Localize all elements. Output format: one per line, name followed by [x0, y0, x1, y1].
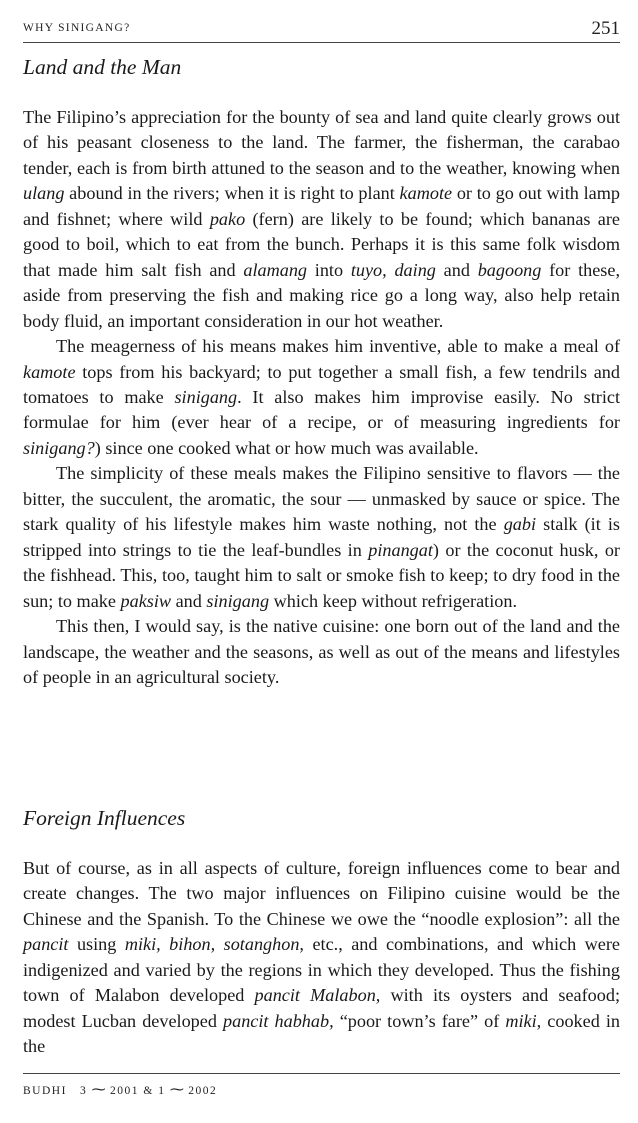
running-header — [23, 18, 620, 43]
italic-term: tuyo, daing — [350, 259, 436, 280]
paragraph: But of course, as in all aspects of culture, foreign influences come to bear and create changes. The two major influences on Filipino cuisine would be the Chinese and the Spanish. To the Chinese we owe the “noodle explosion”: all the pancit using miki, bihon, sotanghon, etc., and combinations, and which were indigenized and varied by the regions in which they developed. Thus the fishing town of Malabon developed pancit Malabon, with its oysters and seafood; modest Lucban developed pancit habhab, “poor town’s fare” of miki, cooked in the — [23, 858, 621, 1057]
tilde-ornament: ⁓ — [91, 1083, 106, 1098]
issue-number-b: 1 — [158, 1085, 166, 1097]
paragraph: The Filipino’s appreciation for the bounty of sea and land quite clearly grows out of his peasant closeness to the land. The farmer, the fisherman, the carabao tender, each is from birth attuned to the season and to the weather, knowing when ulang abound in the rivers; when it is right to plant kamote or to go out with lamp and fishnet; where wild pako (fern) are likely to be found; which bananas are good to boil, which to eat from the bunch. Perhaps it is this same folk wisdom that made him salt fish and alamang into tuyo, daing and bagoong for these, aside from preserving the fish and making rice go a long way, also help retain body fluid, an important consideration in our hot weather. — [23, 107, 621, 331]
italic-term: pancit habhab, — [223, 1010, 334, 1031]
page-number: 251 — [591, 18, 620, 39]
italic-term: kamote — [23, 361, 76, 382]
italic-term: miki, bihon, sotanghon, — [124, 934, 304, 955]
italic-term: bagoong — [477, 259, 542, 280]
italic-term: pinangat — [368, 539, 433, 560]
italic-term: kamote — [399, 183, 453, 204]
journal-name: BUDHI — [23, 1085, 67, 1097]
italic-term: miki, — [505, 1010, 542, 1031]
paragraph: This then, I would say, is the native cuisine: one born out of the land and the landscape, the weather and the seasons, as well as out of the means and lifestyles of people in an agricultural society. — [23, 616, 620, 687]
section-body-foreign-influences — [23, 856, 620, 1060]
italic-term: pancit Malabon, — [254, 985, 381, 1006]
section-body-land-and-the-man — [23, 105, 620, 690]
italic-term: ulang — [23, 183, 65, 204]
year-a: 2001 — [110, 1085, 140, 1097]
italic-term: sinigang? — [23, 437, 95, 458]
page-footer — [23, 1073, 620, 1102]
book-page — [23, 0, 620, 1123]
italic-term: gabi — [503, 514, 537, 535]
issue-number-a: 3 — [80, 1085, 88, 1097]
section-heading-foreign-influences: Foreign Influences — [23, 806, 186, 830]
paragraph: The meagerness of his means makes him inventive, able to make a meal of kamote tops from his backyard; to put together a small fish, a few tendrils and tomatoes to make sinigang. It also makes him improvise easily. No strict formulae for him (ever hear of a recipe, or of measuring ingredients for sinigang?) since one cooked what or how much was available. — [23, 336, 620, 458]
section-heading-land-and-the-man: Land and the Man — [23, 55, 182, 79]
italic-term: sinigang — [206, 590, 270, 611]
tilde-ornament: ⁓ — [169, 1083, 184, 1098]
italic-term: sinigang — [174, 386, 238, 407]
journal-citation — [23, 1082, 217, 1099]
ampersand: & — [143, 1085, 154, 1097]
italic-term: paksiw — [120, 590, 172, 611]
paragraph: The simplicity of these meals makes the Filipino sensitive to flavors — the bitter, the succulent, the aromatic, the sour — unmasked by sauce or spice. The stark quality of his lifestyle makes him waste nothing, not the gabi stalk (it is stripped into strings to tie the leaf-bundles in pinangat) or the coconut husk, or the fishhead. This, too, taught him to salt or smoke fish to keep; to dry food in the sun; to make paksiw and sinigang which keep without refrigeration. — [23, 463, 620, 611]
running-title: WHY SINIGANG? — [23, 22, 131, 34]
year-b: 2002 — [188, 1085, 218, 1097]
italic-term: alamang — [243, 259, 307, 280]
italic-term: pako — [209, 208, 246, 229]
italic-term: pancit — [23, 934, 69, 955]
